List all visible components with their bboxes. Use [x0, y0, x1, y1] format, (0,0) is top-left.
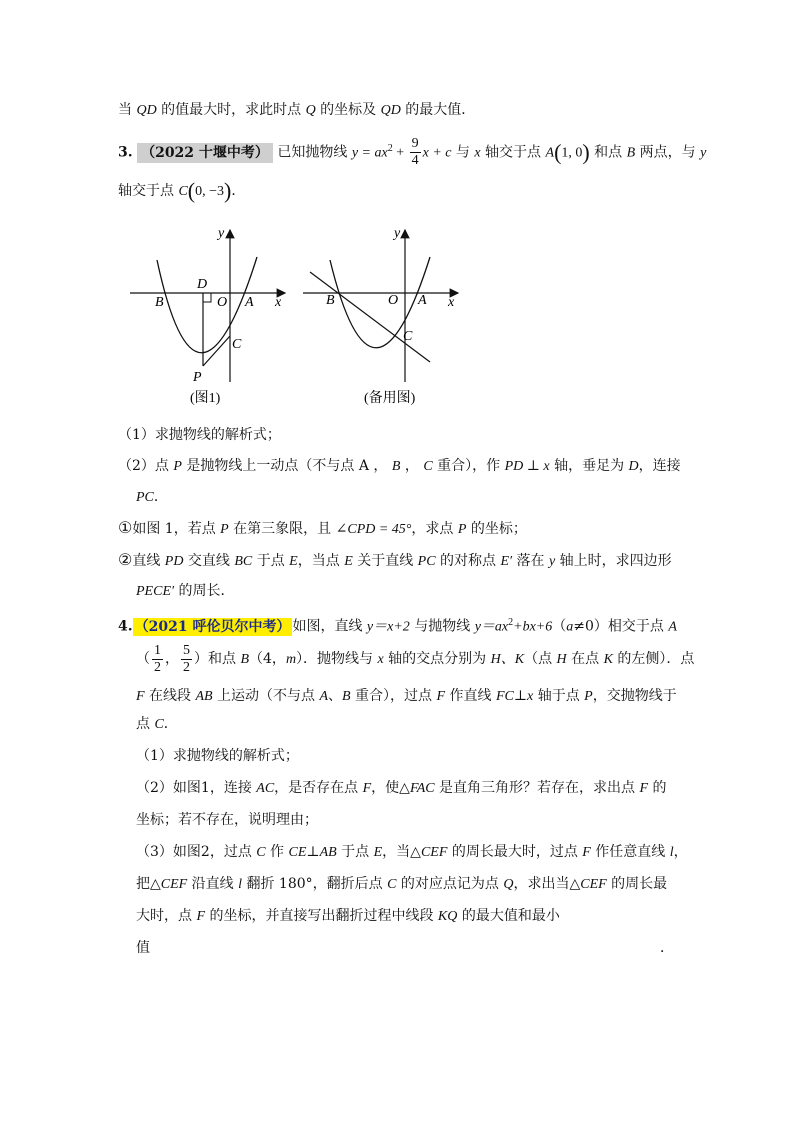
math-var: y: [548, 554, 556, 569]
fraction: [152, 643, 163, 676]
math-var: x: [543, 459, 550, 474]
text: 作直线: [445, 688, 496, 704]
text: ．: [660, 940, 674, 956]
math-var: D: [628, 459, 639, 474]
math-var: B: [342, 689, 351, 704]
math-var: C: [423, 459, 433, 474]
text: 轴交于点: [480, 144, 546, 161]
math-var: FC: [495, 689, 514, 704]
text: 已知抛物线: [277, 144, 352, 161]
label-y: y: [394, 226, 401, 241]
denominator: 4: [411, 153, 419, 169]
text: 的对称点: [435, 553, 501, 569]
math-var: PECE′: [136, 584, 175, 599]
text: ，: [400, 458, 424, 474]
math-var: F: [196, 909, 206, 924]
math-var: AC: [256, 781, 275, 796]
fraction: [181, 643, 192, 676]
math-var: A: [545, 145, 555, 161]
math-var: F: [136, 689, 145, 704]
intro-line: [118, 100, 475, 121]
p4-question-3-line3: [136, 906, 560, 927]
math-var: E: [289, 554, 298, 569]
text: 轴于点: [533, 688, 585, 704]
math-op: +: [392, 145, 408, 161]
figure-caption: (备用图): [364, 391, 416, 406]
p4-question-3-line1: [136, 842, 688, 863]
math-expr: +bx+6: [513, 619, 553, 635]
label-o: O: [388, 293, 399, 308]
text: 的坐标；: [466, 521, 527, 537]
text: 在第三象限，且: [228, 521, 336, 537]
text: 把△: [136, 876, 161, 892]
math-var: l: [238, 877, 243, 892]
p3-question-2-line2: [136, 487, 168, 508]
circled-number: ②: [118, 550, 133, 569]
numerator: 1: [154, 642, 161, 658]
math-var: F: [582, 845, 591, 860]
text: 翻折 180°，翻折后点: [242, 876, 388, 892]
math-expr: 1, 0: [561, 145, 583, 161]
paren: (: [187, 178, 196, 203]
parabola: [330, 257, 430, 348]
label-a: A: [245, 295, 254, 310]
text: 作任意直线: [590, 844, 670, 860]
text: 点: [136, 716, 155, 732]
math-var: B: [240, 652, 250, 667]
text: 的坐标，并直接写出翻折过程中线段: [205, 908, 438, 924]
label-y: y: [218, 226, 225, 241]
math-var: E: [344, 554, 353, 569]
denominator: 2: [154, 659, 161, 675]
source-tag: （2021 呼伦贝尔中考）: [134, 618, 291, 635]
text: 关于直线: [352, 553, 418, 569]
paren: ): [224, 178, 232, 203]
math-expr: x + c: [422, 145, 452, 161]
text: ，交抛物线于: [592, 688, 677, 704]
p4-question-1: [136, 746, 299, 766]
math-var: P: [584, 689, 593, 704]
math-var: P: [173, 459, 182, 474]
text: （: [552, 618, 567, 635]
text: 如图，直线: [292, 618, 367, 635]
text: 坐标；若不存在，说明理由；: [136, 812, 318, 828]
text: 上运动（不与点: [212, 688, 320, 704]
text: ．: [153, 489, 168, 505]
text: ，使△: [371, 780, 410, 796]
math-var: C: [154, 717, 164, 732]
text: ，当△: [382, 844, 421, 860]
text: 的左侧）．点: [612, 651, 695, 667]
right-angle-mark: [203, 293, 211, 302]
text: 的周长．: [174, 583, 235, 599]
denominator: 2: [183, 659, 190, 675]
text: 轴，垂足为: [549, 458, 629, 474]
math-var: B: [391, 459, 401, 474]
parabola: [157, 257, 257, 353]
math-var: B: [626, 145, 636, 161]
label-b: B: [155, 295, 164, 310]
line-bc: [310, 272, 430, 362]
math-var: Q: [503, 877, 514, 892]
paren: (: [554, 139, 562, 165]
math-var: x: [474, 145, 481, 161]
text: （4，: [249, 651, 286, 667]
math-var: x: [377, 652, 384, 667]
figure-caption: (图1): [190, 391, 221, 406]
text: 是抛物线上一动点（不与点 A ，: [181, 458, 392, 474]
text: （1）求抛物线的解析式；: [118, 427, 281, 443]
figure-1: [125, 222, 295, 412]
text: 当: [118, 102, 137, 118]
text: ．: [163, 716, 178, 732]
math-var: KQ: [437, 909, 458, 924]
text: ，是否存在点: [274, 780, 363, 796]
math-var: K: [603, 652, 613, 667]
text: 作: [265, 844, 289, 860]
math-var: l: [669, 845, 674, 860]
math-var: F: [639, 781, 649, 796]
text: ，: [165, 651, 179, 667]
math-expr: y＝ax: [474, 619, 509, 635]
problem-4-line2: [136, 642, 694, 677]
math-var: C: [178, 184, 188, 199]
text: ，连接: [638, 458, 681, 474]
text: 如图 1，若点: [132, 521, 221, 537]
p3-subquestion-1: [118, 518, 527, 540]
text: 大时，点: [136, 908, 197, 924]
text: 的对应点记为点: [396, 876, 504, 892]
text: 的周长最大时，过点: [447, 844, 583, 860]
math-var: F: [436, 689, 446, 704]
math-op: ⊥: [523, 459, 544, 474]
math-var: m: [285, 652, 297, 667]
math-var: C: [256, 845, 266, 860]
numerator: 5: [183, 642, 190, 658]
text: ，当点: [297, 553, 345, 569]
math-var: x: [527, 689, 534, 704]
text: 重合），作: [432, 458, 505, 474]
text: 与抛物线: [409, 618, 475, 635]
text: 的最大值和最小: [457, 908, 560, 924]
numerator: 9: [411, 136, 419, 152]
text: ，: [673, 844, 688, 860]
circled-number: ①: [118, 518, 133, 537]
text: 落在: [512, 553, 549, 569]
text: 的坐标及: [315, 102, 381, 118]
math-var: P: [220, 522, 229, 537]
label-c: C: [232, 337, 242, 352]
text: 于点: [336, 844, 374, 860]
text: 于点: [252, 553, 290, 569]
label-b: B: [326, 293, 335, 308]
text: 、: [328, 688, 343, 704]
p4-question-2-line1: [136, 778, 667, 799]
text: ，求出当△: [513, 876, 581, 892]
text: ，求点: [411, 521, 458, 537]
text: 轴的交点分别为: [383, 651, 491, 667]
text: 的最大值．: [400, 102, 476, 118]
math-var: PD: [504, 459, 524, 474]
problem-4-line3: [136, 686, 677, 707]
text: 在线段: [144, 688, 196, 704]
math-exponent: 2: [387, 143, 393, 154]
text: （3）如图2，过点: [136, 844, 257, 860]
text: 的周长最: [606, 876, 668, 892]
p3-question-1: [118, 425, 281, 445]
label-o: O: [217, 295, 228, 310]
math-var: A: [668, 619, 677, 635]
math-var: A: [319, 689, 329, 704]
text: 轴上时，求四边形: [555, 553, 672, 569]
math-var: PD: [164, 554, 184, 569]
paren: ): [582, 139, 590, 165]
p3-question-2-line1: [118, 456, 681, 477]
math-var: F: [362, 781, 372, 796]
math-var: AB: [319, 845, 337, 860]
math-expr: ∠CPD = 45°: [335, 522, 412, 537]
label-c: C: [403, 329, 413, 344]
p4-question-3-end-mark: [660, 938, 674, 958]
text: 是直角三角形？若存在，求出点: [434, 780, 640, 796]
math-op: ⊥: [306, 845, 320, 860]
math-var: y: [700, 145, 707, 161]
p3-subquestion-2-line1: [118, 550, 672, 572]
math-var: Q: [305, 103, 316, 118]
label-p: P: [193, 370, 202, 385]
figure-backup: [298, 222, 468, 412]
math-var: P: [457, 522, 467, 537]
math-var: CEF: [420, 845, 448, 860]
fraction: [410, 136, 421, 169]
problem-number: 4.: [118, 618, 133, 635]
text: 的值最大时，求此时点: [156, 102, 306, 118]
math-var: PC: [136, 490, 154, 505]
p4-question-3-line2: [136, 874, 667, 895]
text: （1）求抛物线的解析式；: [136, 748, 299, 764]
text: ≠0）相交于点: [573, 618, 669, 635]
label-d: D: [197, 277, 208, 292]
math-var: FAC: [409, 781, 435, 796]
problem-4-line4: [136, 714, 178, 735]
math-expr: 0, −3: [195, 184, 225, 199]
text: 沿直线: [187, 876, 239, 892]
math-var: AB: [195, 689, 213, 704]
text: ）和点: [194, 651, 241, 667]
text: 两点，与: [635, 144, 701, 161]
math-var: QD: [380, 103, 401, 118]
text: ．: [231, 183, 246, 199]
problem-3-statement-line1: [118, 136, 706, 169]
text: （2）点: [118, 458, 174, 474]
text: 与: [451, 144, 475, 161]
math-var: a: [566, 619, 574, 635]
text: 在点: [566, 651, 604, 667]
p4-question-2-line2: [136, 810, 318, 830]
math-var: E′: [500, 554, 513, 569]
label-x: x: [275, 295, 282, 310]
text: （点: [524, 651, 557, 667]
math-exponent: 2: [508, 617, 514, 628]
text: 和点: [589, 144, 627, 161]
math-expr: y = ax: [351, 145, 388, 161]
problem-3-statement-line2: [118, 178, 245, 205]
math-var: E: [373, 845, 383, 860]
math-expr: y＝x+2: [366, 619, 410, 635]
source-tag: （2022 十堰中考）: [137, 143, 273, 163]
text: ）．抛物线与: [296, 651, 378, 667]
text: 重合），过点: [350, 688, 437, 704]
text: 轴交于点: [118, 183, 179, 199]
math-var: H: [556, 652, 567, 667]
problem-4-line1: [118, 613, 677, 638]
label-x: x: [448, 295, 455, 310]
text: 值: [136, 940, 150, 956]
math-var: PC: [417, 554, 436, 569]
math-var: C: [387, 877, 397, 892]
text: 直线: [132, 553, 165, 569]
math-var: QD: [136, 103, 157, 118]
text: （: [136, 651, 150, 667]
math-var: CEF: [160, 877, 188, 892]
problem-number: 3.: [118, 144, 133, 161]
math-var: CEF: [580, 877, 607, 892]
math-op: ⊥: [513, 689, 528, 704]
text: （2）如图1，连接: [136, 780, 257, 796]
p3-subquestion-2-line2: [136, 581, 235, 602]
math-var: BC: [234, 554, 253, 569]
p4-question-3-line4: [136, 938, 150, 958]
math-var: CE: [288, 845, 307, 860]
math-var: H、K: [490, 652, 525, 667]
label-a: A: [418, 293, 427, 308]
text: 交直线: [183, 553, 235, 569]
text: 的: [648, 780, 667, 796]
